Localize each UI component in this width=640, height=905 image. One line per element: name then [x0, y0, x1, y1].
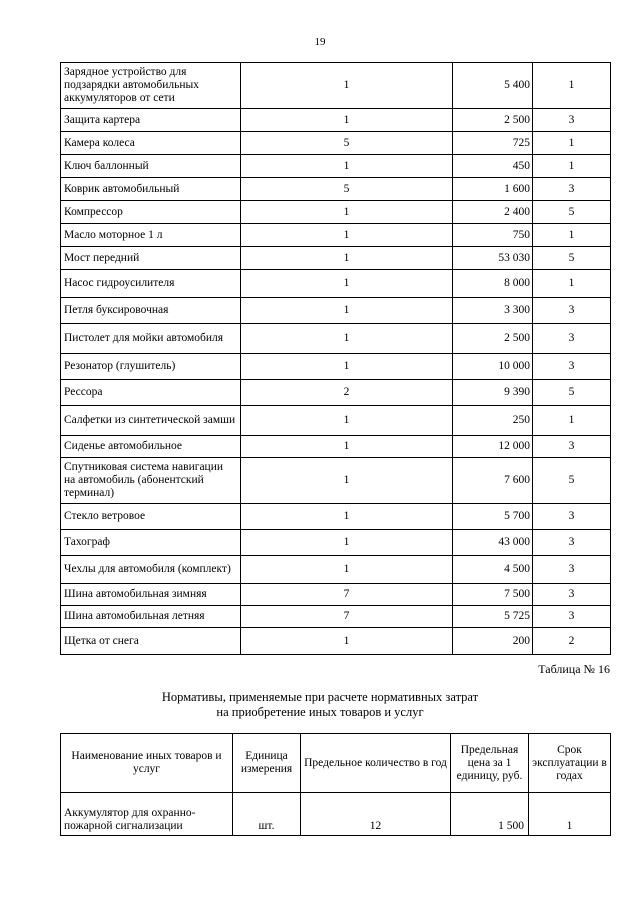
item-years: 3	[533, 436, 611, 458]
item-price: 9 390	[453, 380, 533, 406]
item-qty: 1	[241, 63, 453, 109]
item-name: Щетка от снега	[61, 628, 241, 655]
item-price: 5 725	[453, 606, 533, 628]
table-row	[61, 354, 611, 380]
table-row	[61, 504, 611, 530]
item-years: 1	[533, 132, 611, 155]
item-years: 3	[533, 556, 611, 584]
table-row	[61, 132, 611, 155]
table-row	[61, 324, 611, 354]
item-name: Шина автомобильная зимняя	[61, 584, 241, 606]
table-row	[61, 224, 611, 247]
item-name: Мост передний	[61, 247, 241, 270]
item-price: 7 500	[453, 584, 533, 606]
materials-table	[60, 62, 611, 655]
item-name: Камера колеса	[61, 132, 241, 155]
item-years: 3	[533, 504, 611, 530]
item-qty: 1	[241, 270, 453, 298]
table-header-row	[61, 734, 611, 793]
item-name: Салфетки из синтетической замши	[61, 406, 241, 436]
other-goods-table	[60, 733, 611, 836]
item-qty: 7	[241, 606, 453, 628]
header-years: Срок эксплуатации в годах	[529, 734, 611, 793]
item-price: 750	[453, 224, 533, 247]
item-price: 200	[453, 628, 533, 655]
item-years: 3	[533, 178, 611, 201]
item-years: 3	[533, 109, 611, 132]
item-name: Рессора	[61, 380, 241, 406]
table-heading-line-2: на приобретение иных товаров и услуг	[216, 705, 424, 719]
item-years: 2	[533, 628, 611, 655]
table-row	[61, 247, 611, 270]
item-years: 5	[533, 201, 611, 224]
item-name: Защита картера	[61, 109, 241, 132]
item-qty: 12	[301, 793, 451, 836]
item-price: 1 500	[451, 793, 529, 836]
table-row	[61, 201, 611, 224]
table-row	[61, 155, 611, 178]
item-years: 5	[533, 380, 611, 406]
item-price: 12 000	[453, 436, 533, 458]
table-row	[61, 380, 611, 406]
item-years: 1	[533, 406, 611, 436]
item-years: 3	[533, 324, 611, 354]
item-name: Компрессор	[61, 201, 241, 224]
item-name: Тахограф	[61, 530, 241, 556]
item-qty: 1	[241, 406, 453, 436]
item-name: Коврик автомобильный	[61, 178, 241, 201]
item-name: Пистолет для мойки автомобиля	[61, 324, 241, 354]
item-qty: 1	[241, 530, 453, 556]
item-qty: 1	[241, 436, 453, 458]
item-name: Спутниковая система навигации на автомобиль (абонентский терминал)	[61, 458, 241, 504]
item-price: 3 300	[453, 298, 533, 324]
item-name: Аккумулятор для охранно-пожарной сигнализации	[61, 793, 233, 836]
item-price: 725	[453, 132, 533, 155]
item-years: 1	[533, 63, 611, 109]
item-years: 1	[533, 270, 611, 298]
item-years: 1	[533, 155, 611, 178]
table-row	[61, 406, 611, 436]
item-years: 3	[533, 530, 611, 556]
item-price: 5 700	[453, 504, 533, 530]
table-heading	[0, 690, 640, 720]
item-name: Резонатор (глушитель)	[61, 354, 241, 380]
item-price: 450	[453, 155, 533, 178]
item-qty: 1	[241, 504, 453, 530]
item-years: 3	[533, 584, 611, 606]
item-price: 1 600	[453, 178, 533, 201]
item-qty: 1	[241, 247, 453, 270]
table-number-label: Таблица № 16	[538, 662, 610, 676]
item-qty: 5	[241, 178, 453, 201]
item-price: 2 400	[453, 201, 533, 224]
item-qty: 1	[241, 458, 453, 504]
item-name: Сиденье автомобильное	[61, 436, 241, 458]
item-price: 2 500	[453, 109, 533, 132]
header-price: Предельная цена за 1 единицу, руб.	[451, 734, 529, 793]
item-qty: 1	[241, 298, 453, 324]
table-row	[61, 606, 611, 628]
item-years: 5	[533, 458, 611, 504]
header-name: Наименование иных товаров и услуг	[61, 734, 233, 793]
item-name: Чехлы для автомобиля (комплект)	[61, 556, 241, 584]
item-years: 1	[533, 224, 611, 247]
item-name: Масло моторное 1 л	[61, 224, 241, 247]
item-price: 7 600	[453, 458, 533, 504]
page-number: 19	[314, 36, 326, 48]
item-name: Насос гидроусилителя	[61, 270, 241, 298]
item-qty: 1	[241, 109, 453, 132]
table-heading-line-1: Нормативы, применяемые при расчете нормативных затрат	[161, 690, 479, 704]
item-years: 1	[529, 793, 611, 836]
item-price: 4 500	[453, 556, 533, 584]
table-row	[61, 298, 611, 324]
table-row	[61, 178, 611, 201]
item-qty: 1	[241, 224, 453, 247]
table-row	[61, 458, 611, 504]
item-price: 8 000	[453, 270, 533, 298]
table-row	[61, 793, 611, 836]
item-years: 3	[533, 606, 611, 628]
table-row	[61, 109, 611, 132]
item-unit: шт.	[233, 793, 301, 836]
item-qty: 5	[241, 132, 453, 155]
item-qty: 1	[241, 201, 453, 224]
table-row	[61, 584, 611, 606]
header-unit: Единица измерения	[233, 734, 301, 793]
item-price: 53 030	[453, 247, 533, 270]
table-row	[61, 556, 611, 584]
item-qty: 1	[241, 324, 453, 354]
item-price: 5 400	[453, 63, 533, 109]
item-name: Зарядное устройство для подзарядки автомобильных аккумуляторов от сети	[61, 63, 241, 109]
item-name: Ключ баллонный	[61, 155, 241, 178]
item-qty: 2	[241, 380, 453, 406]
item-price: 43 000	[453, 530, 533, 556]
item-price: 2 500	[453, 324, 533, 354]
item-years: 3	[533, 354, 611, 380]
table-row	[61, 436, 611, 458]
table-row	[61, 270, 611, 298]
item-years: 5	[533, 247, 611, 270]
item-years: 3	[533, 298, 611, 324]
item-qty: 7	[241, 584, 453, 606]
item-name: Шина автомобильная летняя	[61, 606, 241, 628]
table-row	[61, 628, 611, 655]
table-row	[61, 63, 611, 109]
item-name: Стекло ветровое	[61, 504, 241, 530]
item-qty: 1	[241, 556, 453, 584]
header-qty: Предельное количество в год	[301, 734, 451, 793]
item-name: Петля буксировочная	[61, 298, 241, 324]
item-qty: 1	[241, 628, 453, 655]
item-price: 250	[453, 406, 533, 436]
table-row	[61, 530, 611, 556]
item-qty: 1	[241, 155, 453, 178]
item-qty: 1	[241, 354, 453, 380]
item-price: 10 000	[453, 354, 533, 380]
